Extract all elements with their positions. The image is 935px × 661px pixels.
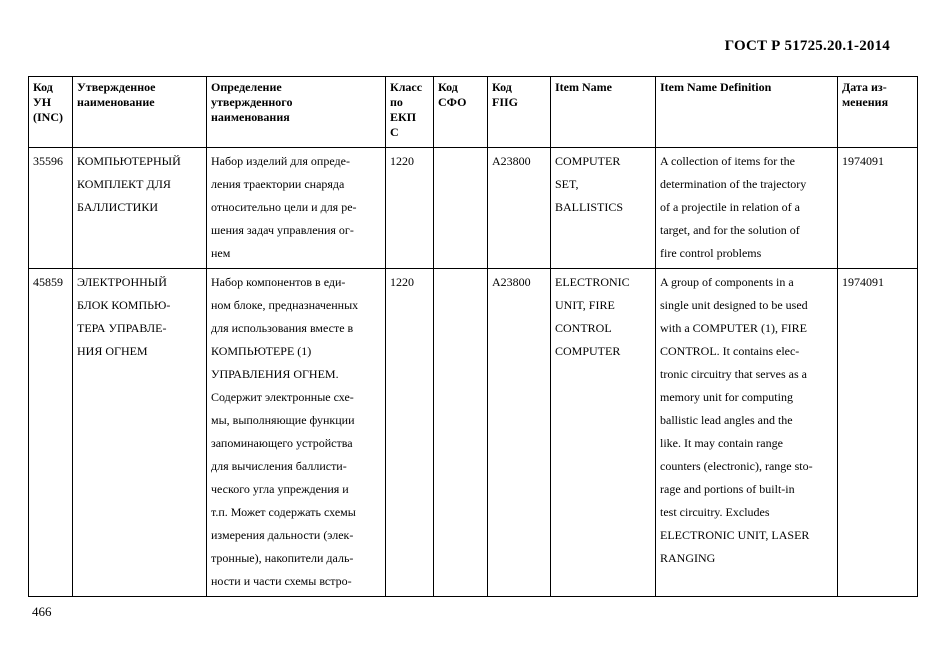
column-header-class: Класс по ЕКП С	[386, 77, 434, 148]
cell-class: 1220	[386, 148, 434, 269]
cell-fiig: A23800	[488, 148, 551, 269]
column-header-item-name: Item Name	[551, 77, 656, 148]
column-header-fiig: Код FIIG	[488, 77, 551, 148]
column-header-item-definition: Item Name Definition	[656, 77, 838, 148]
table-header-row	[29, 77, 918, 148]
cell-sfo	[434, 148, 488, 269]
column-header-date: Дата из- менения	[838, 77, 918, 148]
catalog-table	[28, 76, 918, 597]
cell-date: 1974091	[838, 148, 918, 269]
table-row	[29, 148, 918, 269]
cell-sfo	[434, 269, 488, 597]
cell-item-definition: A group of components in a single unit designed to be used with a COMPUTER (1), FIRE CONTROL. It contains elec- tronic circuitry that serves as a memory unit for computing ballistic lead angles and the like. It may contain range counters (electronic), range sto- rage and portions of built-in test circuitry. Excludes ELECTRONIC UNIT, LASER RANGING	[656, 269, 838, 597]
cell-date: 1974091	[838, 269, 918, 597]
cell-inc: 45859	[29, 269, 73, 597]
cell-definition: Набор компонентов в еди- ном блоке, предназначенных для использования вместе в КОМПЬЮТЕРЕ (1) УПРАВЛЕНИЯ ОГНЕМ. Содержит электронные схе- мы, выполняющие функции запоминающего устройства для вычисления баллисти- ческого угла упреждения и т.п. Может содержать схемы измерения дальности (элек- тронные), накопители даль- ности и части схемы встро-	[207, 269, 386, 597]
cell-inc: 35596	[29, 148, 73, 269]
column-header-approved-name: Утвержденное наименование	[73, 77, 207, 148]
page-number: 466	[32, 604, 52, 619]
cell-item-definition: A collection of items for the determination of the trajectory of a projectile in relation of a target, and for the solution of fire control problems	[656, 148, 838, 269]
column-header-inc: Код УН (INC)	[29, 77, 73, 148]
cell-approved-name: КОМПЬЮТЕРНЫЙ КОМПЛЕКТ ДЛЯ БАЛЛИСТИКИ	[73, 148, 207, 269]
cell-item-name: COMPUTER SET, BALLISTICS	[551, 148, 656, 269]
cell-approved-name: ЭЛЕКТРОННЫЙ БЛОК КОМПЬЮ- ТЕРА УПРАВЛЕ- НИЯ ОГНЕМ	[73, 269, 207, 597]
cell-item-name: ELECTRONIC UNIT, FIRE CONTROL COMPUTER	[551, 269, 656, 597]
column-header-sfo: Код СФО	[434, 77, 488, 148]
table-row	[29, 269, 918, 597]
cell-class: 1220	[386, 269, 434, 597]
column-header-definition: Определение утвержденного наименования	[207, 77, 386, 148]
cell-definition: Набор изделий для опреде- ления траектории снаряда относительно цели и для ре- шения задач управления ог- нем	[207, 148, 386, 269]
cell-fiig: A23800	[488, 269, 551, 597]
document-title: ГОСТ Р 51725.20.1-2014	[724, 38, 890, 54]
